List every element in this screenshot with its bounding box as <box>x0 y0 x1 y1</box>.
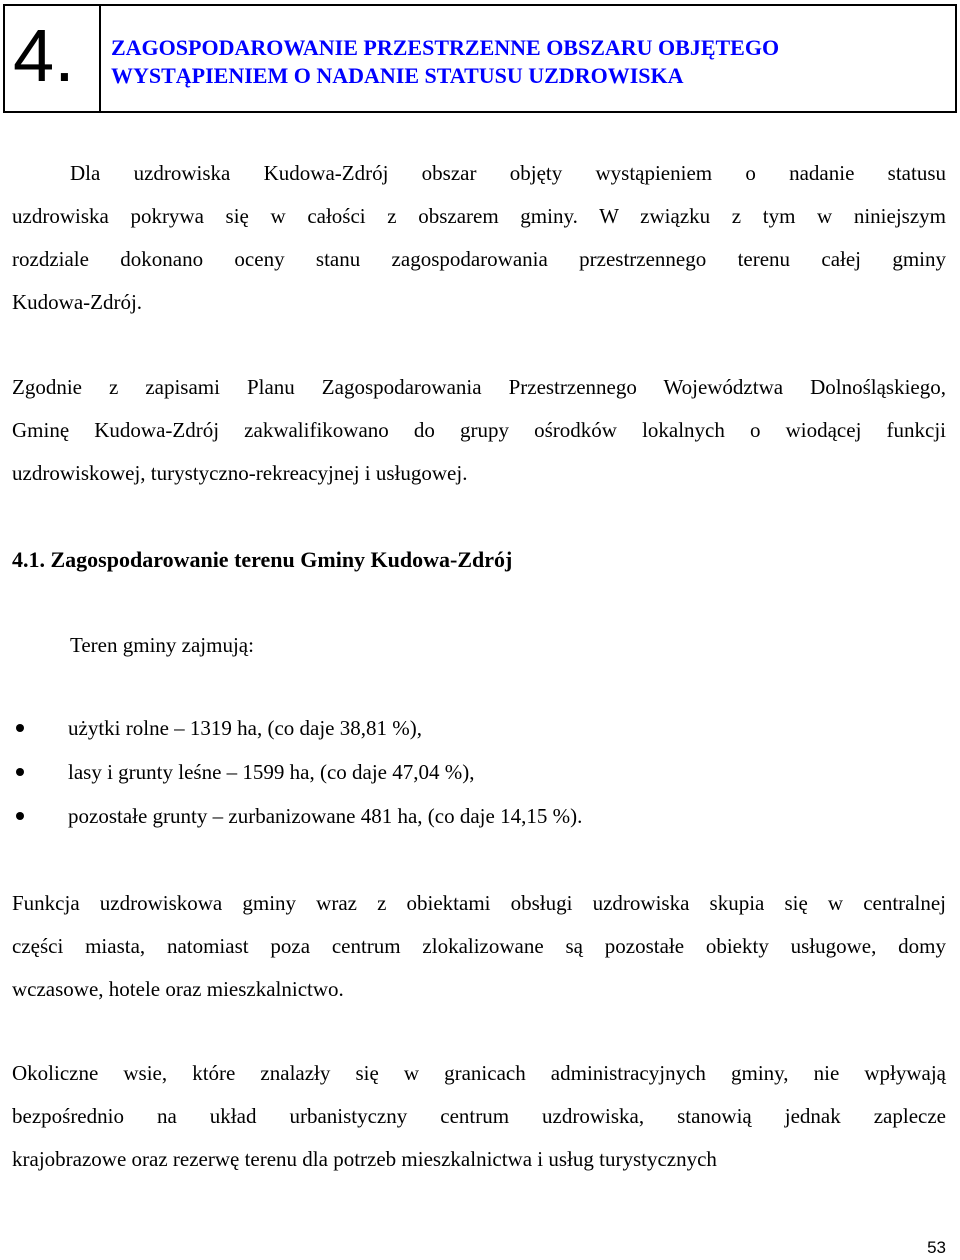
paragraph-intro <box>12 152 946 324</box>
chapter-title-line: WYSTĄPIENIEM O NADANIE STATUSU UZDROWISKA <box>111 63 684 88</box>
chapter-title <box>101 6 779 111</box>
text-line: części miasta, natomiast poza centrum zlokalizowane są pozostałe obiekty usługowe, domy <box>12 934 946 958</box>
text-line: krajobrazowe oraz rezerwę terenu dla potrzeb mieszkalnictwa i usług turystycznych <box>12 1147 717 1171</box>
text-line: Gminę Kudowa-Zdrój zakwalifikowano do grupy ośrodków lokalnych o wiodącej funkcji <box>12 418 946 442</box>
bullet-icon <box>16 812 24 820</box>
list-item-text: lasy i grunty leśne – 1599 ha, (co daje 47,04 %), <box>68 760 475 784</box>
text-line: uzdrowiskowej, turystyczno-rekreacyjnej i usługowej. <box>12 461 468 485</box>
list-item-text: użytki rolne – 1319 ha, (co daje 38,81 %), <box>68 716 422 740</box>
text-line: bezpośrednio na układ urbanistyczny centrum uzdrowiska, stanowią jednak zaplecze <box>12 1104 946 1128</box>
text-line: Okoliczne wsie, które znalazły się w granicach administracyjnych gminy, nie wpływają <box>12 1061 946 1085</box>
text-line: wczasowe, hotele oraz mieszkalnictwo. <box>12 977 344 1001</box>
text-line: Kudowa-Zdrój. <box>12 290 143 314</box>
text-line: Zgodnie z zapisami Planu Zagospodarowania Przestrzennego Województwa Dolnośląskiego, <box>12 375 946 399</box>
list-item-text: pozostałe grunty – zurbanizowane 481 ha, (co daje 14,15 %). <box>68 804 583 828</box>
bullet-icon <box>16 724 24 732</box>
section-intro: Teren gminy zajmują: <box>70 633 254 657</box>
paragraph-function <box>12 882 946 1011</box>
chapter-title-line: ZAGOSPODAROWANIE PRZESTRZENNE OBSZARU OBJĘTEGO <box>111 35 780 60</box>
chapter-header <box>3 4 957 113</box>
text-line: Dla uzdrowiska Kudowa-Zdrój obszar objęty wystąpieniem o nadanie statusu <box>70 161 946 185</box>
paragraph-villages <box>12 1052 946 1181</box>
page-number: 53 <box>927 1238 946 1257</box>
bullet-icon <box>16 768 24 776</box>
text-line: rozdziale dokonano oceny stanu zagospodarowania przestrzennego terenu całej gminy <box>12 247 946 271</box>
text-line: uzdrowiska pokrywa się w całości z obszarem gminy. W związku z tym w niniejszym <box>12 204 946 228</box>
text-line: Funkcja uzdrowiskowa gminy wraz z obiektami obsługi uzdrowiska skupia się w centralnej <box>12 891 946 915</box>
chapter-number: 4. <box>5 6 101 111</box>
paragraph-plan <box>12 366 946 495</box>
section-heading: 4.1. Zagospodarowanie terenu Gminy Kudowa-Zdrój <box>12 547 513 572</box>
